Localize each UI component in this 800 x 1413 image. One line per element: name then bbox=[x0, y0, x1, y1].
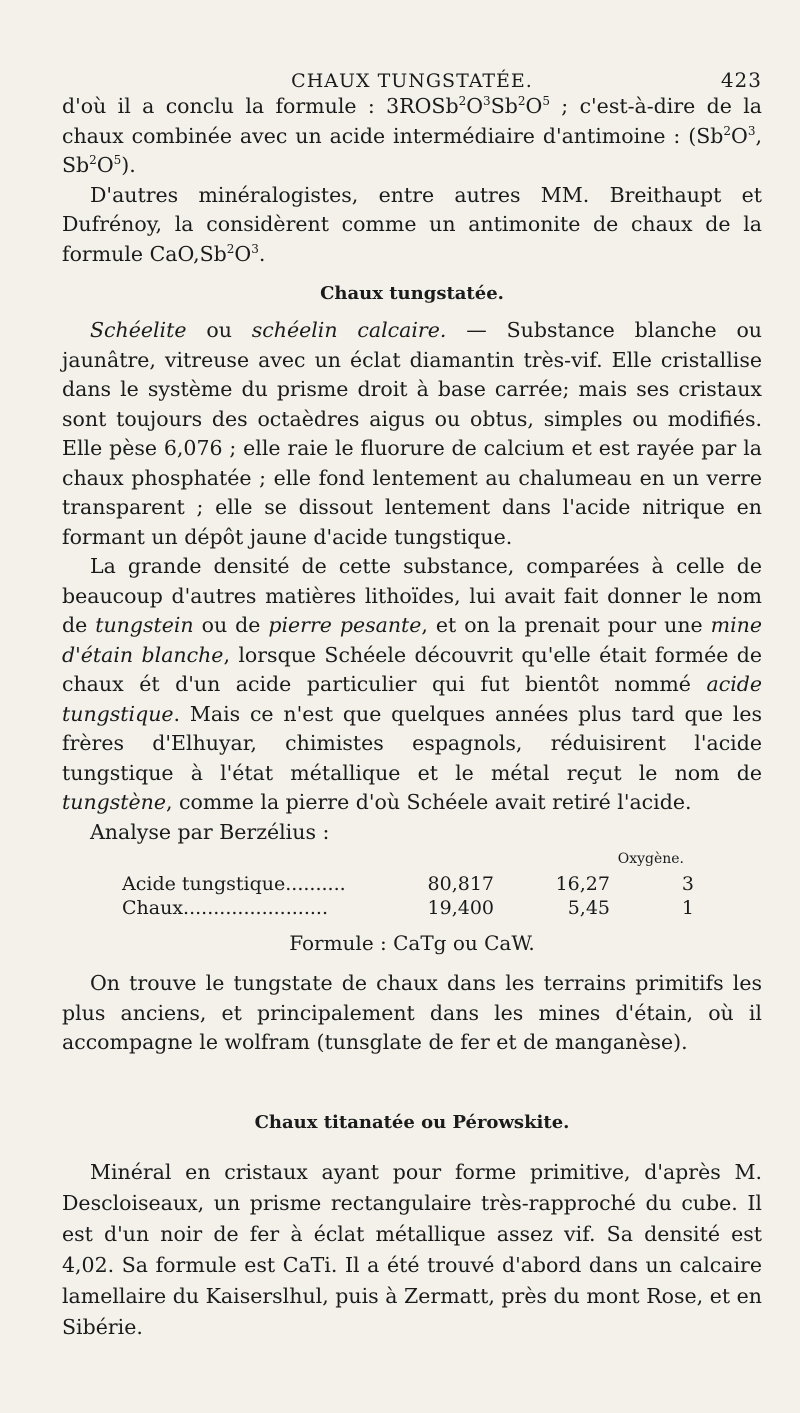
analysis-table bbox=[62, 851, 762, 955]
perowskite-paragraph: Minéral en cristaux ayant pour forme primitive, d'après M. Descloiseaux, un prisme rectangulaire très-rapproché du cube. Il est d'un noir de fer à éclat métallique assez vif. Sa densité est 4,02. Sa formule est CaTi. Il a été trouvé d'abord dans un calcaire lamellaire du Kaiserslhul, puis à Zermatt, près du mont Rose, et en Sibérie. bbox=[62, 1159, 762, 1339]
occurrence-paragraph: On trouve le tungstate de chaux dans les terrains primitifs les plus anciens, et principalement dans les mines d'étain, où il accompagne le wolfram (tunsglate de fer et de manganèse). bbox=[62, 971, 762, 1054]
row-label: Acide tungstique.......... bbox=[122, 873, 346, 895]
section-title-tungstate: Chaux tungstatée. bbox=[320, 283, 504, 304]
top-paragraph: d'où il a conclu la formule : $3ROSb^2O^3Sb^2O^5$ ; c'est-à-dire de la chaux combinée avec un acide intermédiaire d'antimoine : ($Sb^2O^3$, $Sb^2O^5$). bbox=[62, 94, 763, 177]
row-ratio: 1 bbox=[681, 897, 694, 919]
second-paragraph: D'autres minéralogistes, entre autres MM. Breithaupt et Dufrénoy, la considèrent comme un antimonite de chaux de la formule $CaO,Sb^2O^3$. bbox=[62, 182, 762, 266]
row-oxygen: 16,27 bbox=[555, 873, 610, 895]
row-value: 80,817 bbox=[427, 873, 494, 895]
page-number: 423 bbox=[720, 68, 762, 92]
running-head bbox=[62, 58, 762, 92]
row-label: Chaux........................ bbox=[122, 897, 329, 919]
formula-line: Formule : CaTg ou CaW. bbox=[289, 931, 535, 955]
section-title-perowskite: Chaux titanatée ou Pérowskite. bbox=[254, 1111, 570, 1133]
table-row bbox=[62, 897, 762, 921]
running-title: CHAUX TUNGSTATÉE. bbox=[291, 70, 533, 92]
analysis-intro: Analyse par Berzélius : bbox=[90, 819, 330, 844]
scheelite-paragraph: Schéelite ou schéelin calcaire. — Substance blanche ou jaunâtre, vitreuse avec un éclat diamantin très-vif. Elle cristallise dans le système du prisme droit à base carrée; mais ses cristaux sont toujours des octaèdres aigus ou obtus, simples ou modifiés. Elle pèse 6,076 ; elle raie le fluorure de calcium et est rayée par la chaux phosphatée ; elle fond lentement au chalumeau en un verre transparent ; elle se dissout lentement dans l'acide nitrique en formant un dépôt jaune d'acide tungstique. bbox=[62, 318, 762, 549]
row-oxygen: 5,45 bbox=[567, 897, 610, 919]
row-ratio: 3 bbox=[681, 873, 694, 895]
oxygen-header: Oxygène. bbox=[617, 851, 684, 867]
table-row bbox=[62, 873, 762, 897]
row-value: 19,400 bbox=[427, 897, 494, 919]
density-paragraph: La grande densité de cette substance, comparées à celle de beaucoup d'autres matières lithoïdes, lui avait fait donner le nom de tungstein ou de pierre pesante, et on la prenait pour une mine d'étain blanche, lorsque Schéele découvrit qu'elle était formée de chaux ét d'un acide particulier qui fut bientôt nommé acide tungstique. Mais ce n'est que quelques années plus tard que les frères d'Elhuyar, chimistes espagnols, réduisirent l'acide tungstique à l'état métallique et le métal reçut le nom de tungstène, comme la pierre d'où Schéele avait retiré l'acide. bbox=[62, 554, 762, 814]
